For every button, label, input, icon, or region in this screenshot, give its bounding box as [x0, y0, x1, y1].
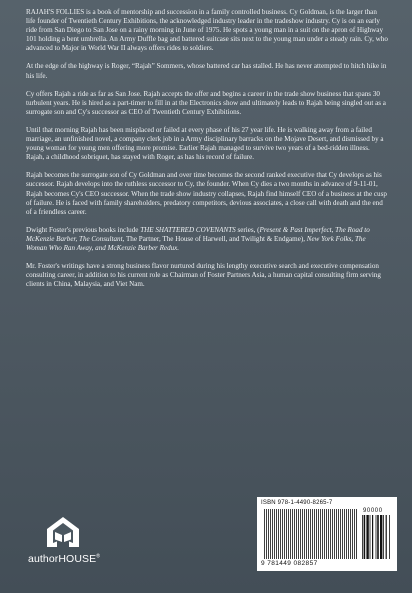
cover-text	[26, 8, 388, 298]
publisher-logo	[28, 515, 101, 575]
synopsis-paragraph-4: Until that morning Rajah has been misplaced or failed at every phase of his 27 year life. He is walking away from a failed marriage, an unfinished novel, a company clerk job in a Army disciplinary barracks on the Mojave Desert, and dismissed by a young woman for young men offering more promise. Earlier Rajah managed to survive two years of a bed-ridden illness. Rajah, a childhood sobriquet, has stayed with Roger, as has his record of failure.	[26, 125, 384, 162]
series-title: THE SHATTERED COVENANTS	[140, 225, 236, 234]
house-book-icon	[45, 515, 81, 549]
synopsis-paragraph-2: At the edge of the highway is Roger, “Rajah” Sommers, whose battered car has stalled. He has never attempted to hitch hike in his life.	[26, 62, 387, 80]
price-addon-number: 90000	[363, 508, 383, 514]
barcode	[257, 497, 397, 571]
isbn-label: ISBN 978-1-4490-8265-7	[261, 500, 333, 506]
series-books-1: Present & Past Imperfect, The Road to McKenzie Barber, The Consultant,	[26, 225, 370, 243]
books-intro: Dwight Foster's previous books include	[26, 225, 141, 234]
author-bio-paragraph: Mr. Foster's writings have a strong business flavor nurtured during his lengthy executive search and executive compensation consulting career, in addition to his current role as Chairman of Foster Partners Asia, a human capital consulting firm serving clients in China, Malaysia, and Viet Nam.	[26, 262, 381, 289]
synopsis-paragraph-3: Cy offers Rajah a ride as far as San Jose. Rajah accepts the offer and begins a career in the trade show business that spans 30 turbulent years. He is hired as a part-timer to fill in at the Electronics show and ultimately leads to Rajah being singled out as a surrogate son and Cy's successor as CEO of Twentieth Century Exhibitions.	[26, 89, 386, 116]
ean-barcode-bars	[263, 509, 359, 559]
publisher-name: authorHOUSE®	[28, 553, 101, 565]
addon-barcode-bars	[361, 515, 391, 559]
other-books: New York Folks, The Woman Who Ran Away, and McKenzie Barber Redux.	[26, 234, 366, 252]
synopsis-paragraph-1: RAJAH'S FOLLIES is a book of mentorship and succession in a family controlled business. Cy Goldman, is the larger than life founder of Twentieth Century Exhibitions, the acknowledged industry leader in the tradeshow industry. Cy is on an early ride from San Diego to San Jose on a rainy morning in June of 1975. He spots a young man in a suit on the apron of Highway 101 holding a bent umbrella. An Army Duffle bag and battered suitcase sits next to the young man under a steady rain. Cy, who advanced to Major in World War II always offers rides to soldiers.	[26, 8, 388, 53]
synopsis-paragraph-6: Rajah becomes Cy's CEO successor. When the trade show industry collapses, Rajah find himself CEO of a business at the cusp of failure. He is faced with family shareholders, predatory competitors, devious associates, a close call with death and the end of a friendless career.	[26, 189, 387, 216]
books-sep-2: The Partner, The House of Harwell, and Twilight & Endgame),	[124, 234, 307, 243]
books-sep-1: series, (	[235, 225, 260, 234]
author-books-paragraph	[26, 226, 388, 253]
ean-number: 9 781449 082857	[261, 560, 318, 567]
synopsis-paragraph-5: Rajah becomes the surrogate son of Cy Goldman and over time becomes the second ranked executive that Cy develops as his successor. Rajah develops into the ruthless successor to Cy, the founder. When Cy dies a two months in advance of 9-11-01,	[26, 171, 382, 189]
